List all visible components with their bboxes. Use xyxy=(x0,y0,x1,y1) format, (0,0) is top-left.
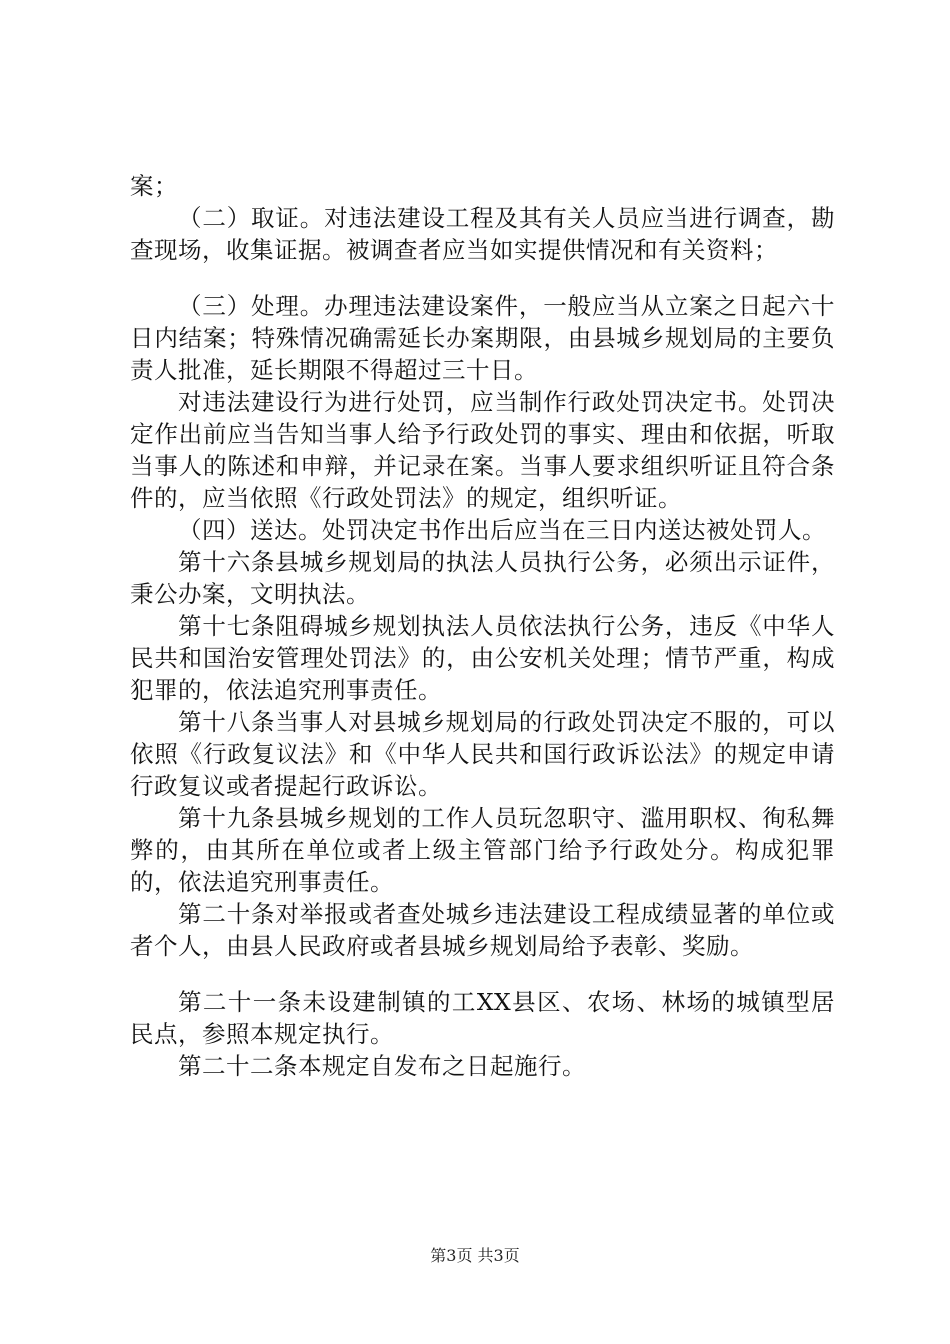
paragraph-delivery: （四）送达。处罚决定书作出后应当在三日内送达被处罚人。 xyxy=(178,516,826,544)
paragraph-handling: （三）处理。办理违法建设案件，一般应当从立案之日起六十日内结案；特殊情况确需延长办案期限，由县城乡规划局的主要负责人批准，延长期限不得超过三十日。 xyxy=(130,292,835,384)
paragraph-article-18: 第十八条当事人对县城乡规划局的行政处罚决定不服的，可以依照《行政复议法》和《中华人民共和国行政诉讼法》的规定申请行政复议或者提起行政诉讼。 xyxy=(130,708,835,800)
paragraph-article-22: 第二十二条本规定自发布之日起施行。 xyxy=(178,1052,586,1080)
paragraph-article-21: 第二十一条未设建制镇的工XX县区、农场、林场的城镇型居民点，参照本规定执行。 xyxy=(130,988,835,1048)
paragraph-continuation: 案； xyxy=(130,172,178,200)
page-number-footer: 第3页 共3页 xyxy=(430,1246,520,1265)
paragraph-article-16: 第十六条县城乡规划局的执法人员执行公务，必须出示证件，秉公办案，文明执法。 xyxy=(130,548,835,608)
paragraph-penalty-decision: 对违法建设行为进行处罚，应当制作行政处罚决定书。处罚决定作出前应当告知当事人给予行政处罚的事实、理由和依据，听取当事人的陈述和申辩，并记录在案。当事人要求组织听证且符合条件的，应当依照《行政处罚法》的规定，组织听证。 xyxy=(130,388,835,512)
paragraph-evidence: （二）取证。对违法建设工程及其有关人员应当进行调查，勘查现场，收集证据。被调查者应当如实提供情况和有关资料； xyxy=(130,204,835,264)
paragraph-article-19: 第十九条县城乡规划的工作人员玩忽职守、滥用职权、徇私舞弊的，由其所在单位或者上级主管部门给予行政处分。构成犯罪的，依法追究刑事责任。 xyxy=(130,804,835,896)
paragraph-article-20: 第二十条对举报或者查处城乡违法建设工程成绩显著的单位或者个人，由县人民政府或者县城乡规划局给予表彰、奖励。 xyxy=(130,900,835,960)
paragraph-article-17: 第十七条阻碍城乡规划执法人员依法执行公务，违反《中华人民共和国治安管理处罚法》的，由公安机关处理；情节严重，构成犯罪的，依法追究刑事责任。 xyxy=(130,612,835,704)
document-body xyxy=(130,170,835,1082)
